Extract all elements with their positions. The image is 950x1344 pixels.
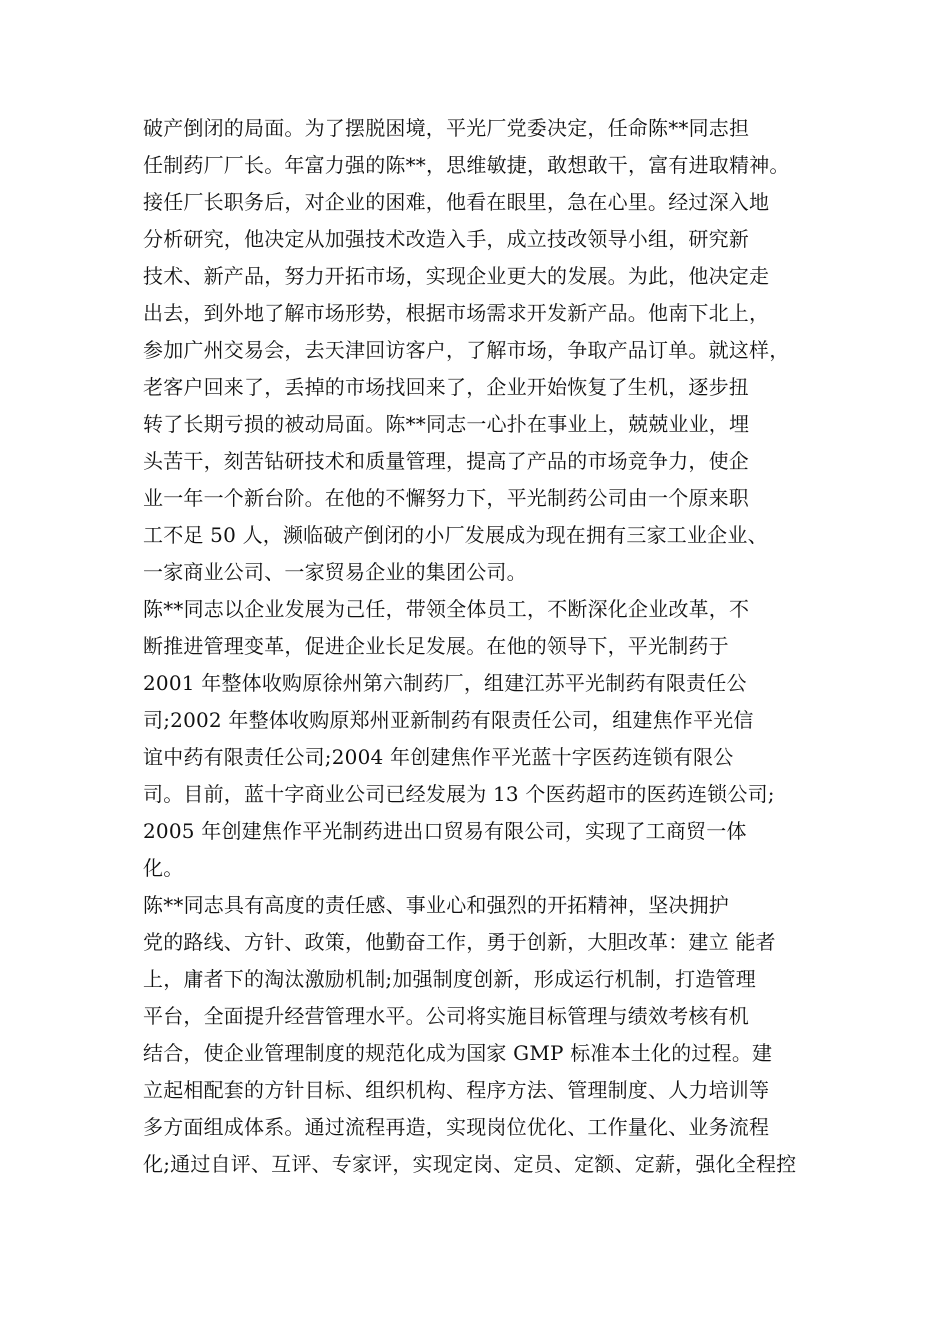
text-line: 技术、新产品，努力开拓市场，实现企业更大的发展。为此，他决定走 (143, 264, 770, 288)
text-line: 化;通过自评、互评、专家评，实现定岗、定员、定额、定薪，强化全程控 (143, 1152, 797, 1176)
text-line: 一家商业公司、一家贸易企业的集团公司。 (143, 560, 527, 584)
text-line: 谊中药有限责任公司;2004 年创建焦作平光蓝十字医药连锁有限公 (143, 745, 734, 769)
text-line: 多方面组成体系。通过流程再造，实现岗位优化、工作量化、业务流程 (143, 1115, 770, 1139)
text-line: 老客户回来了，丢掉的市场找回来了，企业开始恢复了生机，逐步扭 (143, 375, 749, 399)
text-line: 业一年一个新台阶。在他的不懈努力下，平光制药公司由一个原来职 (143, 486, 749, 510)
text-line: 司。目前，蓝十字商业公司已经发展为 13 个医药超市的医药连锁公司; (143, 782, 775, 806)
text-line: 党的路线、方针、政策，他勤奋工作，勇于创新，大胆改革：建立 能者 (143, 930, 776, 954)
text-line: 立起相配套的方针目标、组织机构、程序方法、管理制度、人力培训等 (143, 1078, 770, 1102)
text-line: 头苦干，刻苦钻研技术和质量管理，提高了产品的市场竞争力，使企 (143, 449, 749, 473)
text-line: 接任厂长职务后，对企业的困难，他看在眼里，急在心里。经过深入地 (143, 190, 770, 214)
text-line: 破产倒闭的局面。为了摆脱困境，平光厂党委决定，任命陈**同志担 (143, 116, 750, 140)
text-line: 陈**同志具有高度的责任感、事业心和强烈的开拓精神，坚决拥护 (143, 893, 729, 917)
text-line: 结合，使企业管理制度的规范化成为国家 GMP 标准本土化的过程。建 (143, 1041, 773, 1065)
text-line: 转了长期亏损的被动局面。陈**同志一心扑在事业上，兢兢业业，埋 (143, 412, 750, 436)
text-line: 出去，到外地了解市场形势，根据市场需求开发新产品。他南下北上， (143, 301, 770, 325)
text-line: 工不足 50 人，濒临破产倒闭的小厂发展成为现在拥有三家工业企业、 (143, 523, 768, 547)
body-text (143, 110, 813, 1183)
text-line: 断推进管理变革，促进企业长足发展。在他的领导下，平光制药于 (143, 634, 729, 658)
text-line: 上，庸者下的淘汰激励机制;加强制度创新，形成运行机制，打造管理 (143, 967, 756, 991)
text-line: 平台，全面提升经营管理水平。公司将实施目标管理与绩效考核有机 (143, 1004, 749, 1028)
text-line: 2005 年创建焦作平光制药进出口贸易有限公司，实现了工商贸一体 (143, 819, 747, 843)
text-line: 2001 年整体收购原徐州第六制药厂，组建江苏平光制药有限责任公 (143, 671, 747, 695)
text-line: 司;2002 年整体收购原郑州亚新制药有限责任公司，组建焦作平光信 (143, 708, 754, 732)
text-line: 化。 (143, 856, 184, 880)
text-line: 陈**同志以企业发展为己任，带领全体员工，不断深化企业改革，不 (143, 597, 750, 621)
text-line: 参加广州交易会，去天津回访客户，了解市场，争取产品订单。就这样， (143, 338, 790, 362)
text-line: 任制药厂厂长。年富力强的陈**，思维敏捷，敢想敢干，富有进取精神。 (143, 153, 790, 177)
text-line: 分析研究，他决定从加强技术改造入手，成立技改领导小组，研究新 (143, 227, 749, 251)
